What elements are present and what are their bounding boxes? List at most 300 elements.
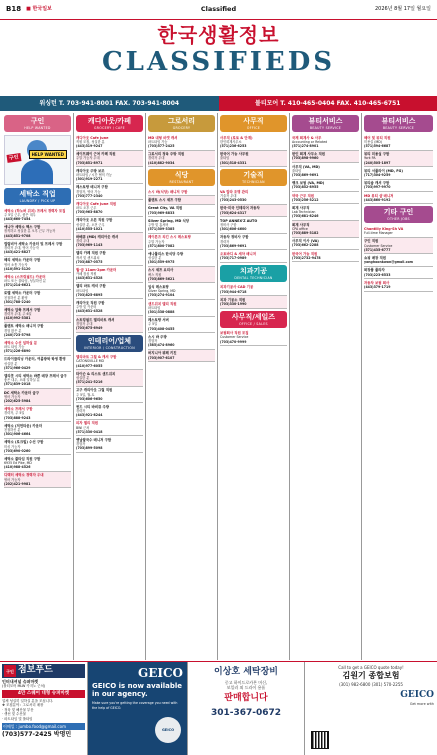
ad-title: 타이슨 & 리스트 샌드위치 bbox=[76, 372, 143, 376]
gecko-icon: GEICO bbox=[155, 717, 181, 743]
jumbo-pos1: ❖ 모집분야 : 그로서리 매장 bbox=[2, 703, 85, 708]
geico-headline: GEICO is now available in our agency. bbox=[92, 683, 183, 698]
jumbo-pos2: · 정육 및 해산물 부문 bbox=[2, 708, 85, 713]
ad-body: CATONSVILLE MD bbox=[76, 359, 143, 363]
ad-body: 풀타임 bbox=[220, 156, 287, 160]
ad-title: 치과 기공소 직원 bbox=[220, 298, 287, 302]
ad-title: 캐디아웃 Cafe June 직원 bbox=[76, 202, 143, 206]
insurance-phones: (301) 982-6800 (301) 570-2255 bbox=[308, 682, 434, 687]
ad-title: 뷰티숍 캐셔 구함 bbox=[364, 181, 433, 185]
classified-ad[interactable] bbox=[4, 372, 71, 389]
insurance-tagline: Get more with bbox=[308, 702, 434, 706]
classified-ad[interactable] bbox=[220, 188, 287, 205]
section-header bbox=[220, 169, 287, 186]
ad-body: 직원 모집, 성실한 분 bbox=[76, 140, 143, 144]
jumbo-line2: (볼티모어 MLW 카지노 근처) bbox=[2, 684, 85, 689]
masthead bbox=[0, 20, 437, 94]
classified-ad[interactable] bbox=[364, 279, 433, 291]
classified-ad[interactable] bbox=[148, 217, 215, 234]
ad-title: 세탁소 (하노버 위치) 프레서 경력자 모집 bbox=[4, 209, 71, 213]
ad-body: 성실한 분 bbox=[76, 376, 143, 380]
section-header bbox=[148, 115, 215, 132]
ad-body: 경험자 bbox=[76, 442, 143, 446]
ad-body: 경력자 우대 bbox=[148, 156, 215, 160]
classified-ad[interactable] bbox=[220, 234, 287, 251]
ad-title: 플랜트 세탁소 매니저 구함 bbox=[4, 324, 71, 328]
ad-phone: yonghoonkwon@gmail.com bbox=[364, 260, 433, 264]
section-header bbox=[148, 169, 215, 186]
ad-phone: (703)777-2340 bbox=[76, 194, 143, 198]
section-header-korean: 구인 bbox=[5, 117, 70, 126]
ad-phone: (443)631-4528 bbox=[76, 276, 143, 280]
ad-phone: (703)470-9999 bbox=[220, 340, 287, 344]
jumbo-line3: 업체 성실히 일하실 분을 모십니다. bbox=[2, 699, 85, 704]
section-header bbox=[220, 311, 287, 328]
classified-ad[interactable] bbox=[4, 273, 71, 290]
ad-title: 화장품 플라자 bbox=[364, 268, 433, 272]
ad-body: 경험자 bbox=[148, 339, 215, 343]
classified-ad[interactable] bbox=[364, 267, 433, 279]
classified-ad[interactable] bbox=[76, 233, 143, 250]
classified-ad[interactable] bbox=[76, 370, 143, 387]
classified-ad[interactable] bbox=[220, 330, 287, 347]
ad-phone: (703)717-0989 bbox=[220, 256, 287, 260]
ad-title: 쇼핑 매장 직원 bbox=[364, 256, 433, 260]
classified-ad[interactable] bbox=[4, 406, 71, 423]
ad-phone: (703)690-0260 bbox=[4, 449, 71, 453]
classified-ad[interactable] bbox=[220, 217, 287, 234]
classified-ad[interactable] bbox=[148, 151, 215, 168]
ad-phone: (443)660-7454 bbox=[4, 217, 71, 221]
ad-body: 정직하고 성실한 분 오후 근무 가능자 bbox=[4, 229, 71, 233]
ad-phone: (443)851-9708 bbox=[4, 234, 71, 238]
help-wanted-sign: HELP WANTED bbox=[29, 150, 67, 159]
classified-ad[interactable] bbox=[220, 284, 287, 296]
ad-phone: (703)243-0530 bbox=[220, 198, 287, 202]
ad-body: 주방 및 홀서버 bbox=[148, 223, 215, 227]
ad-title: 애니아 세탁소 팩스 구함 bbox=[4, 225, 71, 229]
ad-phone: (240)505-1897 bbox=[364, 161, 433, 165]
ad-title: 국제 회계사 & 사무 bbox=[292, 136, 359, 140]
ad-title: 캐리아웃 주방 보조 bbox=[76, 169, 143, 173]
ad-title: DC 세탁소 카운터 급구 bbox=[4, 391, 71, 395]
ad-phone: (410)977-6055 bbox=[76, 364, 143, 368]
ad-title: Silver Spring, MD 식당 bbox=[148, 219, 215, 223]
classified-ad[interactable] bbox=[148, 333, 215, 350]
ad-title: Chantilly King-Sh VA bbox=[364, 227, 433, 231]
classified-ad[interactable] bbox=[76, 283, 143, 300]
ad-body: 파트타임 bbox=[76, 289, 143, 293]
section-header-korean: 사무직 bbox=[221, 117, 286, 126]
classified-ad[interactable] bbox=[292, 163, 359, 180]
ad-body: 영어 가능자 bbox=[4, 478, 71, 482]
section-header-korean: 그로서리 bbox=[149, 117, 214, 126]
ad-phone: (703)606-9650 bbox=[76, 397, 143, 401]
ad-phone: (703)675-6949 bbox=[76, 326, 143, 330]
ad-body: 경력자 bbox=[76, 409, 143, 413]
ad-body: 성실한 분 bbox=[4, 362, 71, 366]
masthead-korean: 한국생활정보 bbox=[0, 20, 437, 48]
ad-title: 한국-미국 인테리어 자동차 bbox=[220, 206, 287, 210]
section-header bbox=[76, 335, 143, 352]
ad-body: Customer Service bbox=[220, 335, 287, 339]
geico-sub: Make sure you're getting the coverage you need with the help of GEICO. bbox=[92, 701, 183, 710]
ad-phone: (703)898-9960 bbox=[292, 156, 359, 160]
ad-phone: (703)223-6533 bbox=[364, 273, 433, 277]
top-bar bbox=[0, 0, 437, 20]
ad-title: 약국 근무 직원 bbox=[292, 194, 359, 198]
classified-ad[interactable] bbox=[292, 192, 359, 204]
classified-ad[interactable] bbox=[76, 134, 143, 151]
ad-title: 회계 사무직 bbox=[292, 223, 359, 227]
classified-ad[interactable] bbox=[76, 354, 143, 371]
classified-ad[interactable] bbox=[4, 389, 71, 406]
section-header-korean: 치과기공 bbox=[221, 267, 286, 276]
ad-title: 보험회사 직원 모집 bbox=[220, 331, 287, 335]
ad-phone: (443)379-1719 bbox=[364, 285, 433, 289]
person-body-icon bbox=[21, 160, 53, 184]
ad-phone: (443)631-4528 bbox=[76, 309, 143, 313]
classified-ad[interactable] bbox=[364, 254, 433, 266]
classified-ad[interactable] bbox=[4, 290, 71, 307]
kim-insurance-ad[interactable] bbox=[305, 662, 437, 755]
ad-phone: (571)330-0418 bbox=[76, 430, 143, 434]
classified-ad[interactable] bbox=[148, 350, 215, 362]
ad-title: 옛날쌀국수 매니저 구함 bbox=[76, 438, 143, 442]
classified-ad[interactable] bbox=[76, 167, 143, 184]
ad-body: 주방 및 카운터 bbox=[76, 305, 143, 309]
ad-phone: (301)559-6975 bbox=[148, 260, 215, 264]
classified-ad[interactable] bbox=[364, 225, 433, 237]
ad-body: 파트타임 / 시간 협의 가능 bbox=[76, 173, 143, 177]
classified-ad[interactable] bbox=[76, 420, 143, 437]
ad-phone: (703)330-1990 bbox=[220, 302, 287, 306]
ad-phone: (410)988-4526 bbox=[4, 465, 71, 469]
classified-ad[interactable] bbox=[292, 204, 359, 221]
newspaper-logo: ■ 한국일보 bbox=[26, 6, 52, 12]
ad-phone: (571)594-6687 bbox=[364, 144, 433, 148]
ad-body: 좋은 대우, 오래 일하실 분 bbox=[4, 378, 71, 382]
ad-title: 헤어 및 뷰티 직원 bbox=[364, 136, 433, 140]
qr-code-icon[interactable] bbox=[311, 731, 329, 749]
ad-title: 사무직 (로토 & 단계) bbox=[220, 136, 287, 140]
ad-phone: (571)309-3385 bbox=[148, 227, 215, 231]
classified-ad[interactable] bbox=[4, 455, 71, 472]
ad-phone: (703)274-9104 bbox=[148, 293, 215, 297]
classified-ad[interactable] bbox=[292, 151, 359, 163]
ad-phone: (571)435-6777 bbox=[364, 248, 433, 252]
ad-body: Customer Service bbox=[364, 244, 433, 248]
classified-ad[interactable] bbox=[76, 184, 143, 201]
section-header bbox=[220, 265, 287, 282]
classified-column bbox=[2, 113, 74, 660]
jumbo-banner: 4만 스퀘어 대형 슈퍼마켓 bbox=[2, 690, 85, 698]
ad-phone: (703)662-2288 bbox=[292, 243, 359, 247]
classified-ad[interactable] bbox=[76, 316, 143, 333]
ad-title: 월-금 11am-2pm 카운터 bbox=[76, 268, 143, 272]
classified-ad[interactable] bbox=[148, 205, 215, 217]
section-header-english: OFFICE bbox=[221, 126, 286, 130]
section-header bbox=[4, 115, 71, 132]
insurance-cta: Call to get a GEICO quote today! bbox=[308, 665, 434, 670]
classified-ad[interactable] bbox=[364, 134, 433, 151]
ad-body: 파트 오후 근무 bbox=[76, 206, 143, 210]
classified-ad[interactable] bbox=[364, 238, 433, 255]
issue-date: 2026년 8월 17일 월요일 bbox=[375, 6, 431, 12]
ad-title: 피자 델리 직원 bbox=[76, 421, 143, 425]
ad-title: 스트링필드 델리마트 캐셔 bbox=[76, 318, 143, 322]
ad-body: 영어 가능자 bbox=[4, 395, 71, 399]
ad-body: 미싱 가능자 bbox=[4, 445, 71, 449]
ad-body: Lab Technician bbox=[292, 210, 359, 214]
ad-phone: (301)518-4331 bbox=[220, 161, 287, 165]
ad-phone: (703)944-6718 bbox=[220, 290, 287, 294]
classified-ad[interactable] bbox=[220, 296, 287, 308]
classified-ad[interactable] bbox=[76, 200, 143, 217]
classified-ad[interactable] bbox=[4, 439, 71, 456]
classified-ad[interactable] bbox=[76, 403, 143, 420]
jumbo-food-ad[interactable] bbox=[0, 662, 88, 755]
classified-ad[interactable] bbox=[220, 250, 287, 262]
ad-body: 카페 점심 직원 bbox=[76, 272, 143, 276]
ad-title: 세탁소 (저먼타운) 카운터 bbox=[4, 424, 71, 428]
ad-body: 파트타임 bbox=[148, 306, 215, 310]
classified-ad[interactable] bbox=[220, 151, 287, 168]
ad-phone: (301)788-2240 bbox=[4, 300, 71, 304]
classified-ad[interactable] bbox=[148, 196, 215, 204]
ad-phone: (703)887-0575 bbox=[76, 260, 143, 264]
ad-body: 성실한 분, 오전 근무 bbox=[76, 223, 143, 227]
ad-phone: (301)606-4600 bbox=[220, 227, 287, 231]
ad-title: 구인 직원 bbox=[364, 239, 433, 243]
classified-ad[interactable] bbox=[76, 151, 143, 168]
contact-baltimore: 볼티모어 T. 410-465-0404 FAX. 410-465-6751 bbox=[219, 96, 437, 111]
ad-body: 파트타임 가능 bbox=[148, 140, 215, 144]
ad-title: 한인 회계 사무소 직원 bbox=[292, 152, 359, 156]
classified-ad[interactable] bbox=[4, 472, 71, 489]
ad-phone: (703)997-9970 bbox=[364, 185, 433, 189]
ad-title: 사무직 (VA, MD) bbox=[292, 165, 359, 169]
section-header-english: GROCERY bbox=[149, 126, 214, 130]
ad-phone: (410)882-9034 bbox=[148, 161, 215, 165]
ad-body: 풀타임 bbox=[292, 169, 359, 173]
ad-phone: (240)723-5798 bbox=[4, 333, 71, 337]
classified-ad[interactable] bbox=[4, 207, 71, 224]
ad-title: Great City, VA 직원 bbox=[148, 206, 215, 210]
ad-phone: (410)555-1021 bbox=[76, 227, 143, 231]
section-header-english: OFFICE / SALES bbox=[221, 322, 286, 326]
ad-title: TOP ANNEX'Z AUTO bbox=[220, 219, 287, 223]
classified-ad[interactable] bbox=[292, 134, 359, 151]
ad-phone: (703)969-1143 bbox=[76, 243, 143, 247]
classified-ad[interactable] bbox=[148, 317, 215, 334]
classified-ad[interactable] bbox=[364, 180, 433, 192]
classified-ad[interactable] bbox=[4, 257, 71, 274]
jumbo-phone: (703)577-2425 박명민 bbox=[2, 731, 85, 739]
ad-body: Accounting or Related bbox=[292, 140, 359, 144]
classified-column bbox=[146, 113, 218, 660]
ad-body: 주말 가능자 bbox=[148, 240, 215, 244]
section-header bbox=[364, 206, 433, 223]
ad-phone: (571)236-6253 bbox=[220, 144, 287, 148]
ad-phone: (703)907-6107 bbox=[148, 356, 215, 360]
classified-ad[interactable] bbox=[220, 205, 287, 217]
classified-ad[interactable] bbox=[4, 422, 71, 439]
classified-ad[interactable] bbox=[364, 192, 433, 204]
classified-ad[interactable] bbox=[364, 151, 433, 168]
jumbo-line1: 인터내셔널 슈퍼마켓 bbox=[2, 679, 85, 684]
classified-ad[interactable] bbox=[76, 387, 143, 404]
classified-ad[interactable] bbox=[148, 188, 215, 196]
ad-phone: (703)869-9691 bbox=[292, 173, 359, 177]
ad-body: Silver Spring, MD bbox=[148, 289, 215, 293]
ad-body: 친절하신 분 bbox=[4, 428, 71, 432]
classified-ad[interactable] bbox=[76, 266, 143, 283]
classified-ad[interactable] bbox=[76, 250, 143, 267]
ad-title: 뱅크 보험 (VA, MD) bbox=[292, 181, 359, 185]
masthead-english: CLASSIFIEDS bbox=[0, 48, 437, 76]
classified-ad[interactable] bbox=[148, 267, 215, 284]
classified-ad[interactable] bbox=[292, 221, 359, 238]
ad-phone: (703)899-5098 bbox=[76, 446, 143, 450]
ad-title: 플랜트 스시 셰프 구함 bbox=[148, 198, 215, 202]
classified-ad[interactable] bbox=[148, 283, 215, 300]
ad-body: 주 5일, 월-토 bbox=[76, 393, 143, 397]
ad-body: 친절하신 분 환영 bbox=[4, 296, 71, 300]
classified-ad[interactable] bbox=[292, 180, 359, 192]
section-header-korean: 사무직/세일즈 bbox=[221, 313, 286, 322]
ad-title: 델리 카페 직원 구함 bbox=[76, 251, 143, 255]
section-header-korean: 뷰티서비스 bbox=[293, 117, 358, 126]
jumbo-hire-badge: 구인 bbox=[4, 665, 16, 677]
ad-body: Full-time Manager bbox=[364, 231, 433, 235]
classified-ad[interactable] bbox=[148, 234, 215, 251]
ad-phone: (202)421-9981 bbox=[4, 482, 71, 486]
ad-phone: (410)992-3381 bbox=[4, 316, 71, 320]
section-header bbox=[364, 115, 433, 132]
geico-ad[interactable] bbox=[88, 662, 188, 755]
ad-title: 캐리아웃 직원 구함 bbox=[76, 301, 143, 305]
ad-phone: (571)226-6890 bbox=[4, 349, 71, 353]
classified-ad[interactable] bbox=[4, 356, 71, 373]
ad-phone: (443)421-8827 bbox=[4, 250, 71, 254]
ad-title: 자동차 보험 회사 bbox=[364, 281, 433, 285]
contact-washington: 워싱턴 T. 703-941-8001 FAX. 703-941-8004 bbox=[0, 96, 219, 111]
geico-logo: GEICO bbox=[92, 666, 183, 681]
classified-ad[interactable] bbox=[148, 250, 215, 267]
ad-phone: (703)852-8955 bbox=[292, 185, 359, 189]
ad-title: 한국어 가능 사무원 bbox=[220, 152, 287, 156]
jumbo-food-title bbox=[2, 664, 85, 678]
section-header bbox=[220, 115, 287, 132]
hiring-sign: 구인 bbox=[6, 153, 21, 163]
classified-ad[interactable] bbox=[148, 300, 215, 317]
ad-phone: (585)474-8960 bbox=[148, 343, 215, 347]
section-header-english: RESTAURANT bbox=[149, 180, 214, 184]
classified-ad[interactable] bbox=[4, 306, 71, 323]
ad-body: 주말 가능자 우대 bbox=[76, 156, 143, 160]
ad-phone: (301)919-2271 bbox=[76, 177, 143, 181]
ad-title: 스시 바 주방 bbox=[148, 335, 215, 339]
ad-phone: (703)888-9243 bbox=[4, 416, 71, 420]
classified-ad[interactable] bbox=[292, 238, 359, 250]
jumbo-email: 이메일 : jumbo.food@gmail.com bbox=[2, 723, 85, 730]
classified-ad[interactable] bbox=[148, 134, 215, 151]
ad-phone: (703)963-8870 bbox=[76, 210, 143, 214]
classified-ad[interactable] bbox=[4, 224, 71, 241]
ad-phone: (703)851-8971 bbox=[76, 161, 143, 165]
ad-title: 델리마트 그릴 & 캐셔 구함 bbox=[76, 355, 143, 359]
section-header-english: TECHNICIAN bbox=[221, 180, 286, 184]
ad-title: 오토바디 & 세차 매니저 bbox=[220, 252, 287, 256]
section-header-korean: 기타 구인 bbox=[365, 208, 432, 217]
section-header-korean: 세탁소 직업 bbox=[5, 190, 70, 199]
ad-title: 뷰티 서플라이 (MD, FG) bbox=[364, 169, 433, 173]
ad-title: 레스토랑 매니저 구함 bbox=[76, 185, 143, 189]
classified-ad[interactable] bbox=[76, 217, 143, 234]
classified-ad[interactable] bbox=[292, 250, 359, 262]
ad-title: 고구 캐리아웃 그릴 직원 bbox=[76, 388, 143, 392]
ad-body: York PA bbox=[364, 156, 433, 160]
ad-phone: (703)869-3621 bbox=[148, 277, 215, 281]
laundry-line2: 보일러 외 드라이 용품 bbox=[191, 685, 301, 690]
ad-phone: (703)681-8246 bbox=[292, 214, 359, 218]
classified-ad[interactable] bbox=[4, 323, 71, 340]
contact-bar bbox=[0, 96, 437, 111]
ad-title: 윈드 시티 바비큐 주방 bbox=[76, 405, 143, 409]
section-header-korean: 캐디아웃/카페 bbox=[77, 117, 142, 126]
ad-title: 캐디아웃 Cafe June bbox=[76, 136, 143, 140]
ad-title: 세탁소 (로크빌) 수선 구함 bbox=[4, 440, 71, 444]
ad-phone: (703)869-9691 bbox=[220, 244, 287, 248]
classified-ad[interactable] bbox=[4, 339, 71, 356]
section-header-english: INTERIOR / CONSTRUCTION bbox=[77, 346, 142, 350]
ad-title: 컬럼비아 세탁소 카운터 및 프레서 구함 bbox=[4, 242, 71, 246]
ad-phone: (301)338-0888 bbox=[148, 310, 215, 314]
classified-ad[interactable] bbox=[76, 436, 143, 453]
laundry-phone: 301-367-0672 bbox=[191, 708, 301, 719]
bottom-ads bbox=[0, 661, 437, 754]
ad-body: BWI 근처 bbox=[76, 426, 143, 430]
classified-ad[interactable] bbox=[220, 134, 287, 151]
ad-phone: (703)408-0455 bbox=[148, 327, 215, 331]
ad-body: 한인회계사무소 bbox=[220, 140, 287, 144]
ad-phone: (443)860-9192 bbox=[364, 198, 433, 202]
jumbo-pos3: · 생선 및 수산물 bbox=[2, 712, 85, 717]
ad-phone: (443)921-8244 bbox=[76, 413, 143, 417]
section-header-english: GROCERY / CAFE bbox=[77, 126, 142, 130]
jumbo-pos4: · 파트타임 및 풀타임 bbox=[2, 717, 85, 722]
section-header-english: BEAUTY SERVICE bbox=[365, 126, 432, 130]
classified-ad[interactable] bbox=[4, 240, 71, 257]
ad-title: MD 대형 마켓 캐셔 bbox=[148, 136, 215, 140]
classified-columns bbox=[2, 113, 435, 660]
ad-body: 파트 또는 풀타임, 성실하신 분 bbox=[4, 279, 71, 283]
ad-phone: (443)319-9247 bbox=[76, 144, 143, 148]
ad-title: 세탁소 (스프링필드) 카운터 bbox=[4, 275, 71, 279]
ad-title: 사무직 이사 (VA) bbox=[292, 239, 359, 243]
ad-title: 세탁소 풀타임 직원 구함 bbox=[4, 457, 71, 461]
classified-ad[interactable] bbox=[364, 167, 433, 179]
ad-phone: (571)214-6621 bbox=[4, 283, 71, 287]
ad-phone: (703)577-2425 bbox=[148, 144, 215, 148]
ad-body: 캐셔 및 샌드위치 bbox=[76, 256, 143, 260]
classified-ad[interactable] bbox=[76, 299, 143, 316]
ad-body: 성실한 분 bbox=[148, 256, 215, 260]
ad-body: 경력자 bbox=[220, 240, 287, 244]
laundry-equipment-ad[interactable] bbox=[188, 662, 305, 755]
ad-phone: (703)969-8833 bbox=[148, 211, 215, 215]
